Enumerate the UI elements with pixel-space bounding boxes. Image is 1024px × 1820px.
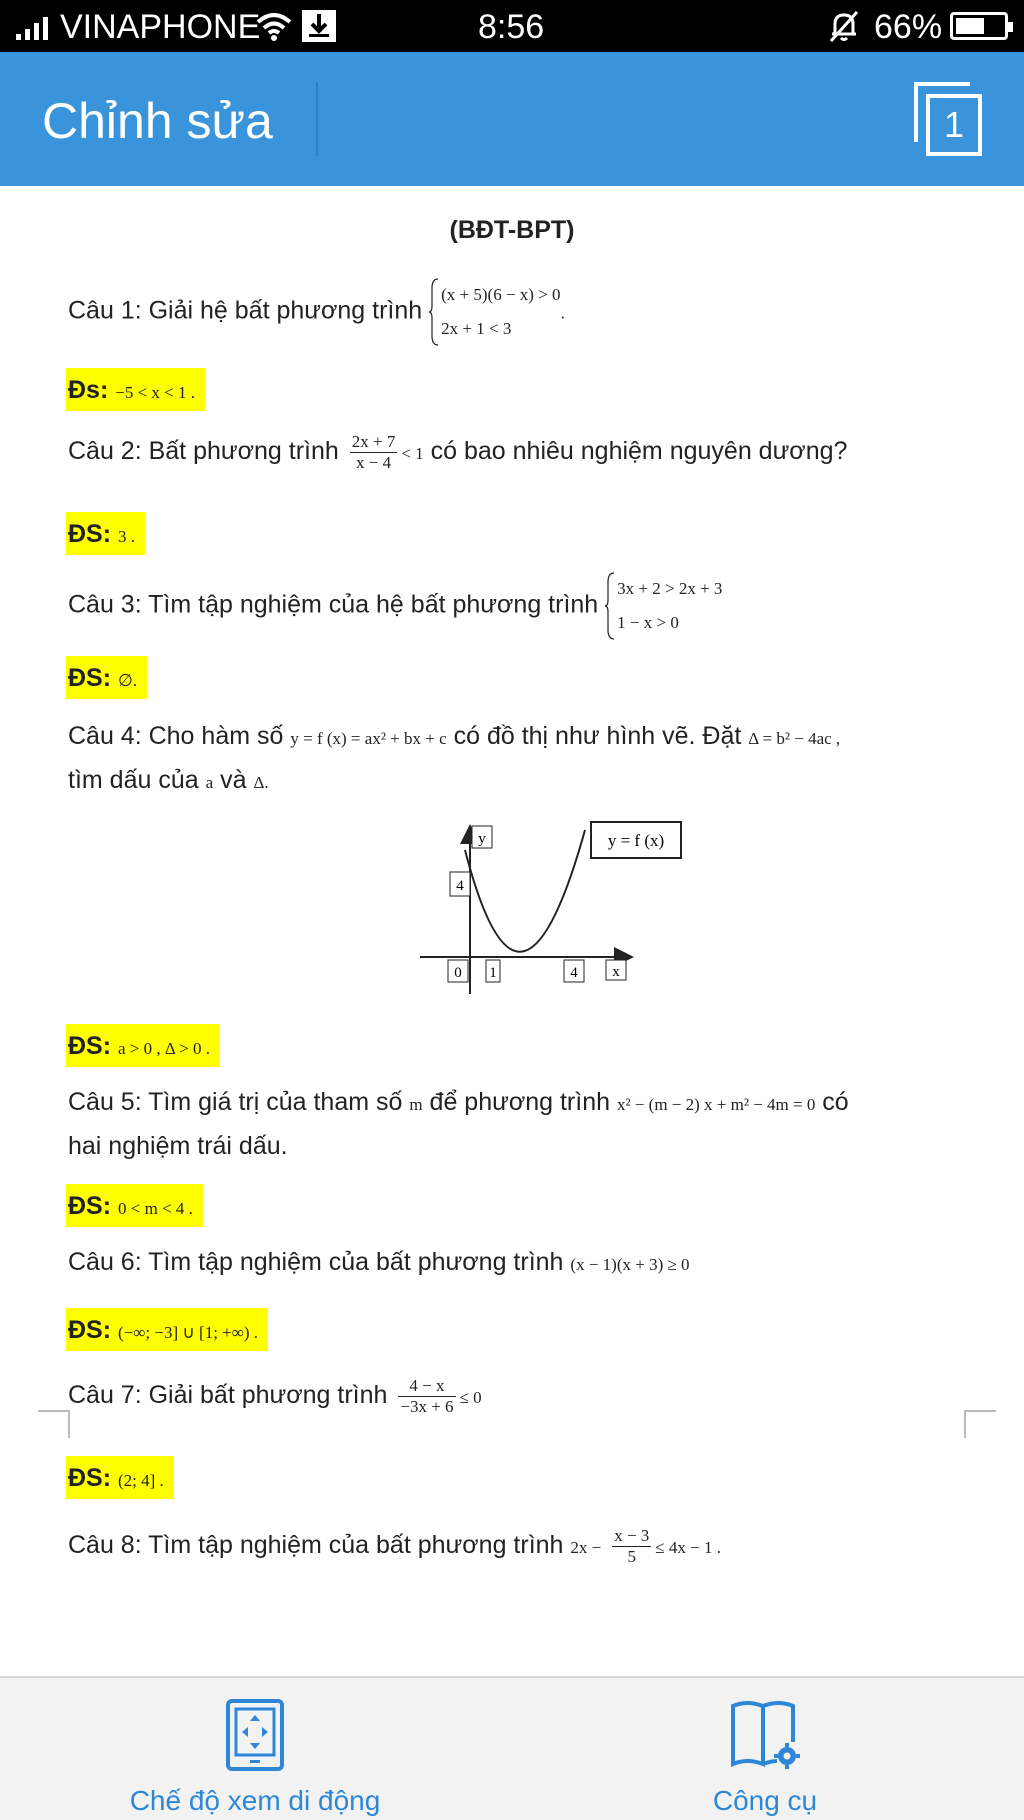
mobile-view-icon [225, 1698, 285, 1772]
system-row-2: 1 − x > 0 [617, 613, 679, 632]
answer-label: ĐS: [68, 664, 112, 692]
question-rest: có bao nhiêu nghiệm nguyên dương? [430, 437, 848, 466]
answer-7 [66, 1456, 174, 1499]
answer-1 [66, 368, 205, 411]
carrier-name: VINAPHONE [60, 8, 261, 46]
expression-suffix: ≤ 4x − 1 . [655, 1538, 721, 1558]
bell-muted-icon [826, 8, 862, 44]
x-axis-label: x [612, 964, 620, 980]
question-text: Câu 8: Tìm tập nghiệm của bất phương trình [68, 1531, 564, 1560]
download-icon [302, 10, 336, 42]
parabola-graph [410, 816, 720, 996]
question-4-line-2 [68, 766, 269, 795]
clock: 8:56 [478, 8, 545, 46]
answer-value: a > 0 , Δ > 0 . [118, 1039, 210, 1058]
question-text: Câu 3: Tìm tập nghiệm của hệ bất phương trình [68, 590, 599, 619]
question-text: Câu 2: Bất phương trình [68, 437, 339, 466]
question-text-3: có [822, 1088, 849, 1116]
question-6 [68, 1248, 690, 1277]
answer-label: Đs: [68, 376, 109, 404]
app-bar [0, 52, 1024, 186]
document-page[interactable] [0, 186, 1024, 1676]
question-text: Câu 1: Giải hệ bất phương trình [68, 296, 423, 325]
numerator: 4 − x [398, 1376, 455, 1397]
answer-label: ĐS: [68, 520, 112, 548]
page-count: 1 [926, 94, 982, 156]
equation: x² − (m − 2) x + m² − 4m = 0 [616, 1095, 816, 1114]
system-row-2: 2x + 1 < 3 [441, 319, 512, 338]
y-intercept-label: 4 [456, 878, 464, 894]
inequality-system [605, 572, 722, 640]
answer-6 [66, 1308, 268, 1351]
page-count-button[interactable] [914, 82, 984, 156]
answer-label: ĐS: [68, 1192, 112, 1220]
document-heading: (BĐT-BPT) [449, 216, 575, 244]
function-label: y = f (x) [607, 831, 665, 850]
question-4 [68, 722, 840, 751]
answer-label: ĐS: [68, 1464, 112, 1492]
expression-prefix: 2x − [570, 1538, 602, 1558]
system-row-1: 3x + 2 > 2x + 3 [617, 579, 723, 598]
answer-4 [66, 1024, 220, 1067]
signal-icon [16, 14, 48, 40]
mobile-view-button[interactable] [110, 1698, 400, 1817]
root-2-label: 4 [570, 965, 578, 981]
page-title: Chỉnh sửa [42, 93, 273, 149]
answer-3 [66, 656, 147, 699]
inequality-expression: (x − 1)(x + 3) ≥ 0 [570, 1255, 690, 1274]
question-5-line-2: hai nghiệm trái dấu. [68, 1132, 288, 1160]
answer-label: ĐS: [68, 1316, 112, 1344]
answer-5 [66, 1184, 203, 1227]
answer-value: 0 < m < 4 . [118, 1199, 193, 1218]
delta-expression: Δ = b² − 4ac , [748, 729, 841, 748]
question-1 [68, 278, 565, 346]
system-row-1: (x + 5)(6 − x) > 0 [441, 285, 561, 304]
bottom-toolbar [0, 1676, 1024, 1820]
question-text: Câu 4: Cho hàm số [68, 722, 284, 750]
answer-2 [66, 512, 145, 555]
question-text: tìm dấu của [68, 766, 199, 794]
tools-button[interactable] [660, 1698, 870, 1817]
question-text-2: có đồ thị như hình vẽ. Đặt [453, 722, 742, 750]
battery-percent: 66% [874, 8, 943, 46]
question-8 [68, 1526, 721, 1567]
answer-label: ĐS: [68, 1032, 112, 1060]
punctuation: . [560, 303, 565, 323]
answer-value: (2; 4] . [118, 1471, 164, 1490]
page-corner-mark-left [38, 1410, 70, 1438]
function-expression: y = f (x) = ax² + bx + c [290, 729, 447, 748]
question-text-2: để phương trình [429, 1088, 611, 1116]
fraction [350, 432, 398, 473]
tools-label: Công cụ [712, 1785, 818, 1816]
app-bar-divider [316, 82, 318, 156]
question-2 [68, 432, 847, 473]
status-bar [0, 0, 1024, 52]
inequality-system [429, 278, 560, 346]
question-text: Câu 5: Tìm giá trị của tham số [68, 1088, 403, 1116]
book-gear-icon [727, 1698, 803, 1772]
relation: < 1 [401, 444, 424, 464]
answer-value: 3 . [118, 527, 136, 546]
question-7 [68, 1376, 482, 1417]
page-corner-mark-right [964, 1410, 996, 1438]
root-1-label: 1 [489, 965, 497, 981]
relation: ≤ 0 [459, 1388, 482, 1408]
answer-value: −5 < x < 1 . [115, 383, 196, 402]
question-3 [68, 572, 722, 640]
numerator: x − 3 [614, 1526, 650, 1545]
denominator: x − 4 [356, 453, 392, 472]
variable-delta: Δ. [253, 773, 269, 792]
y-axis-label: y [478, 831, 486, 847]
mobile-view-label: Chế độ xem di động [129, 1785, 381, 1816]
variable-m: m [409, 1095, 423, 1114]
battery-icon [950, 12, 1008, 40]
origin-label: 0 [454, 965, 462, 981]
denominator: 5 [627, 1547, 636, 1566]
denominator: −3x + 6 [400, 1397, 454, 1416]
variable-a: a [205, 773, 214, 792]
wifi-icon [254, 10, 294, 42]
fraction [612, 1526, 651, 1567]
answer-value: (−∞; −3] ∪ [1; +∞) . [118, 1323, 259, 1342]
fraction [398, 1376, 455, 1417]
question-5 [68, 1088, 849, 1117]
conjunction: và [220, 766, 247, 794]
question-text: Câu 6: Tìm tập nghiệm của bất phương trình [68, 1248, 564, 1276]
answer-value: ∅. [118, 671, 138, 690]
question-text: Câu 7: Giải bất phương trình [68, 1381, 388, 1410]
numerator: 2x + 7 [351, 432, 396, 451]
